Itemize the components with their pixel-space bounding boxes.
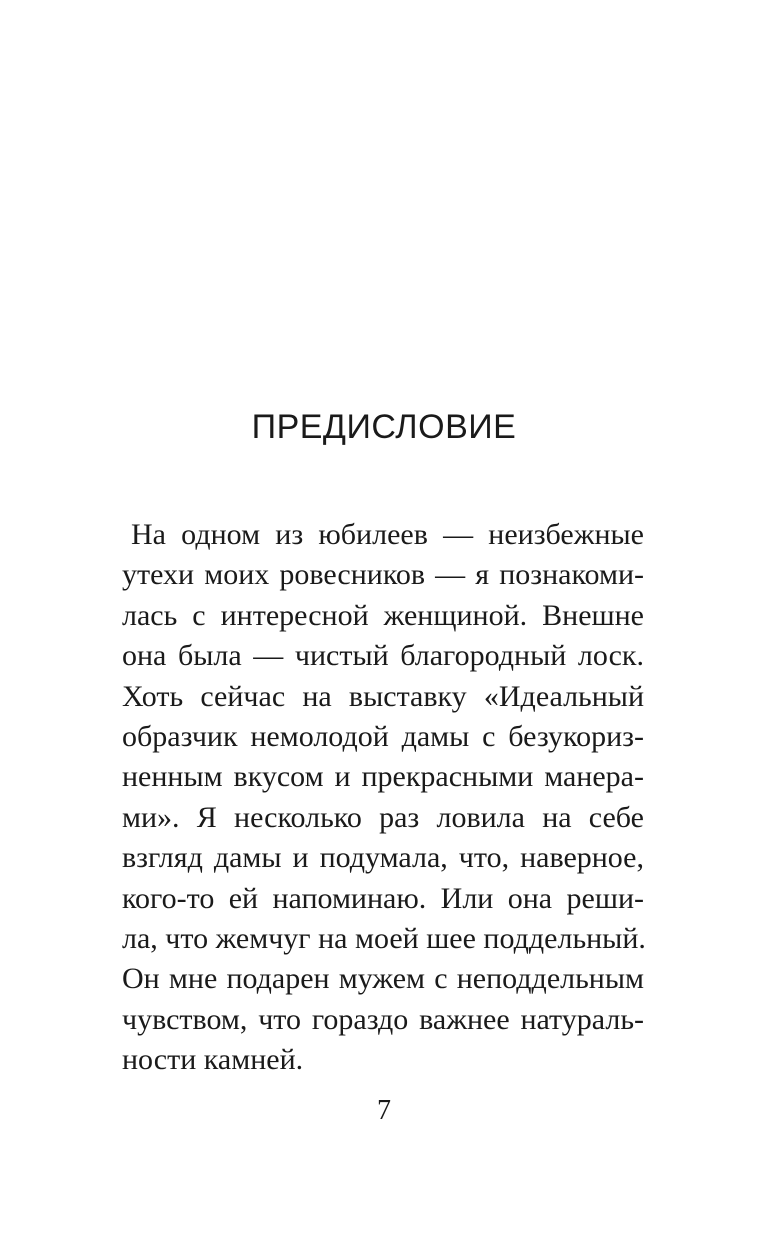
text-line: кого-то ей напоминаю. Или она реши- xyxy=(122,881,644,915)
text-line: образчик немолодой дамы с безукориз- xyxy=(122,719,644,753)
text-line: утехи моих ровесников — я познакоми- xyxy=(122,558,644,592)
text-line: ла, что жемчуг на моей шее поддельный. xyxy=(122,921,646,955)
text-line: ми». Я несколько раз ловила на себе xyxy=(122,800,644,834)
text-line: ности камней. xyxy=(122,1043,304,1077)
text-line: ненным вкусом и прекрасными манера- xyxy=(122,760,644,794)
body-paragraph xyxy=(122,515,644,1080)
text-line: Хоть сейчас на выставку «Идеальный xyxy=(122,679,644,713)
text-line: лась с интересной женщиной. Внешне xyxy=(122,598,644,632)
text-line: взгляд дамы и подумала, что, наверное, xyxy=(122,841,644,875)
text-line: она была — чистый благородный лоск. xyxy=(122,639,644,673)
text-line: На одном из юбилеев — неизбежные xyxy=(131,518,644,551)
text-line: Он мне подарен мужем с неподдельным xyxy=(122,962,644,996)
page-number: 7 xyxy=(377,1095,391,1126)
chapter-heading: ПРЕДИСЛОВИЕ xyxy=(251,408,517,446)
text-line: чувством, что гораздо важнее натураль- xyxy=(122,1002,644,1036)
